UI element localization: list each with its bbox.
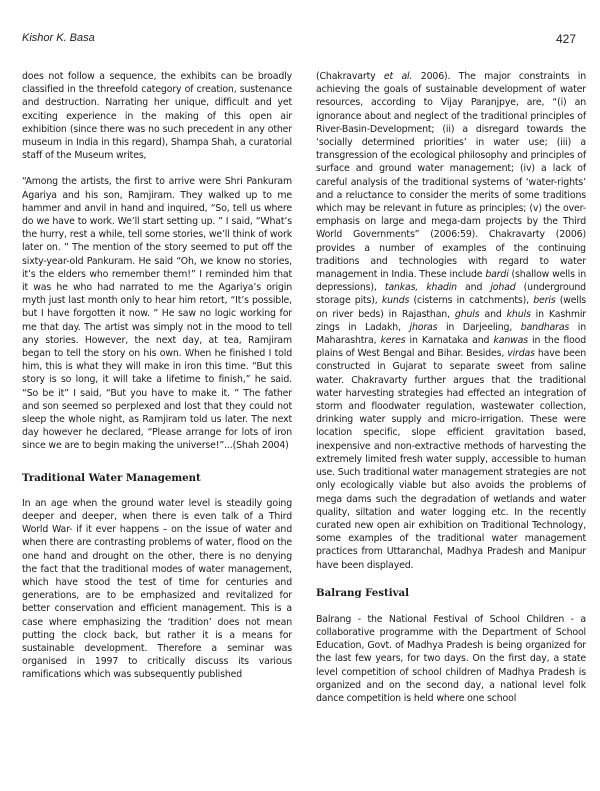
section-heading-water-management: Traditional Water Management	[22, 471, 201, 484]
page-number: 427	[555, 32, 576, 46]
section-heading-balrang-festival: Balrang Festival	[316, 586, 409, 599]
water-constraints-paragraph: (Chakravarty et al. 2006). The major constraints in achieving the goals of sustainable development of water resources, according to Vijay Paranjpye, are, “(i) an ignorance about and neglect of the traditional principles of River-Basin-Development; (ii) a disregard towards the ‘socially determined priorities’ in water use; (iii) a transgression of the ecological philosophy and principles of surface and ground water management; (iv) a lack of careful analysis of the traditional systems of ‘water-rights’ and a reluctance to consider the merits of some traditions which may be relevant in future as principles; (v) the over-emphasis on large and mega-dam projects by the Third World Governments” (2006:59). Chakravarty (2006) provides a number of examples of the continuing traditions and technologies with regard to water management in India. These include bardi (shallow wells in depressions), tankas, khadin and johad (underground storage pits), kunds (cisterns in catchments), beris (wells on river beds) in Rajasthan, ghuls and khuls in Kashmir zings in Ladakh, jhoras in Darjeeling, bandharas in Maharashtra, keres in Karnataka and kanwas in the flood plains of West Bengal and Bihar. Besides, virdas have been constructed in Gujarat to separate sweet from saline water. Chakravarty further argues that the traditional water harvesting strategies had effected an integration of storm and floodwater regulation, wastewater collection, drinking water supply and micro-irrigation. These were location specific, slope efficient gravitation based, inexpensive and non-extractive methods of harvesting the extremely limited fresh water supply, accessible to human use. Such traditional water management strategies are not only ecologically viable but also avoids the problems of mega dams such the degradation of wetlands and water quality, siltation and water logging etc. In the recently curated new open air exhibition on Traditional Technology, some examples of the traditional water management practices from Uttaranchal, Madhya Pradesh and Manipur have been displayed.	[316, 71, 587, 571]
water-management-paragraph: In an age when the ground water level is steadily going deeper and deeper, when there is even talk of a Third World War- if it ever happens – on the issue of water and when there are contrasting problems of water, flood on the one hand and drought on the other, there is no denying the fact that the traditional modes of water management, which have stood the test of time for centuries and generations, are to be emphasized and revitalized for better conservation and efficient management. This is a case where emphasizing the ‘tradition’ does not mean putting the clock back, but rather it is a means for sustainable development. Therefore a seminar was organised in 1997 to critically discuss its various ramifications which was subsequently published	[22, 497, 292, 681]
balrang-paragraph: Balrang - the National Festival of School Children - a collaborative programme with the Department of School Education, Govt. of Madhya Pradesh is being organized for the last few years, for two days. On the first day, a state level competition of school children of Madhya Pradesh is organized and on the second day, a national level folk dance competition is held where one school	[316, 613, 586, 704]
right-column	[316, 70, 586, 705]
intro-paragraph: does not follow a sequence, the exhibits can be broadly classified in the threefold category of creation, sustenance and destruction. Narrating her unique, difficult and yet exciting experience in the making of this open air exhibition (since there was no such precedent in any other museum in India in this regard), Shampa Shah, a curatorial staff of the Museum writes,	[22, 71, 292, 162]
quoted-passage: “Among the artists, the first to arrive were Shri Pankuram Agariya and his son, Ramjiram. They walked up to me hammer and anvil in hand and inquired, “So, tell us where do we have to work. We’ll start setting up. ” I said, “What’s the hurry, rest a while, tell some stories, we’ll think of work later on. ” The mention of the story seemed to put off the sixty-year-old Pankuram. He said “Oh, we know no stories, it’s the elders who remember them!” I reminded him that it was he who had narrated to me the Agariya’s origin myth just last month only to hear him retort, “It’s possible, but I have forgotten it now. ” He saw no logic working for me that day. The artist was simply not in the mood to tell any stories. However, the next day, at tea, Ramjiram began to tell the story on his own. When he finished I told him, this is what they will make in iron this time. “But this story is so long, it will take a lifetime to finish,” he said. “So be it” I said, “But you have to make it. ” The father and son seemed so perplexed and lost that they could not sleep the whole night, as Ramjiram told us later. The next day however he declared, “Please arrange for lots of iron since we are to begin making the universe!”...(Shah 2004)	[22, 176, 292, 452]
left-column	[22, 70, 292, 682]
running-head-author: Kishor K. Basa	[22, 32, 95, 44]
page-header	[22, 32, 576, 48]
